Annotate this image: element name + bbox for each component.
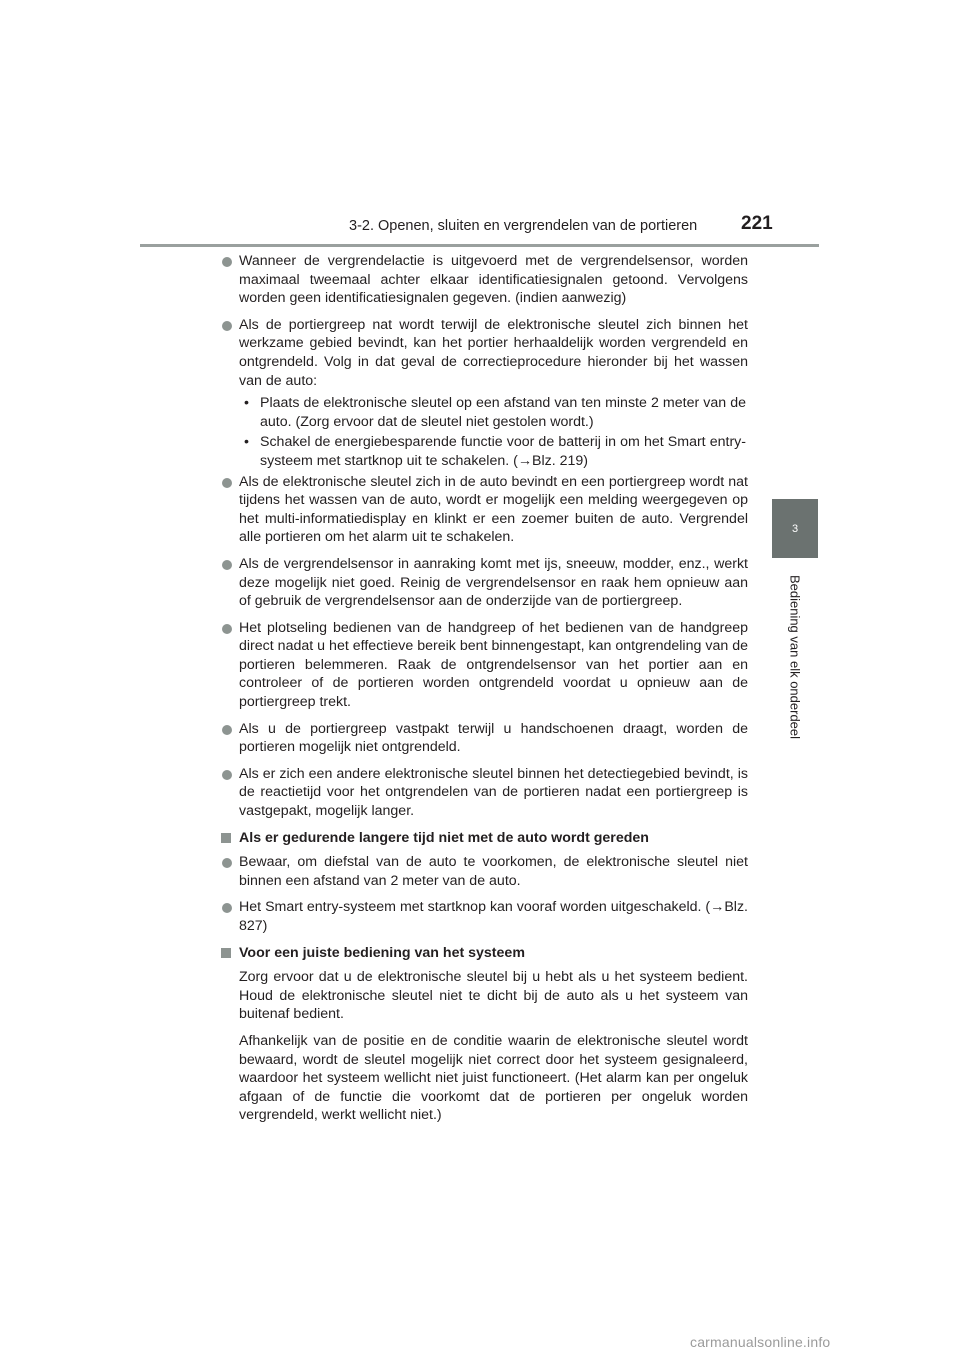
chapter-tab xyxy=(772,499,818,558)
header-section-title: 3-2. Openen, sluiten en vergrendelen van de portieren xyxy=(349,218,698,234)
sub-item xyxy=(239,433,748,470)
bullet-dot-icon xyxy=(222,478,232,488)
bullet-item xyxy=(220,765,748,821)
page-number: 221 xyxy=(741,213,773,234)
chapter-title: Bediening van elk onderdeel xyxy=(787,574,803,740)
bullet-item xyxy=(220,898,748,935)
bullet-text: Als de portiergreep nat wordt terwijl de elektronische sleutel zich binnen het werkzame gebied bevindt, kan het portier herhaaldelijk worden vergrendeld en ontgrendeld. Volg in dat geval de correctieprocedure hieronder bij het wassen van de auto: xyxy=(239,316,748,389)
paragraph: Zorg ervoor dat u de elektronische sleutel bij u hebt als u het systeem bedient. Houd de elektronische sleutel niet te dicht bij de auto als u het systeem van buitenaf bedient. xyxy=(239,969,748,1023)
bullet-text: Bewaar, om diefstal van de auto te voorkomen, de elektronische sleutel niet binnen een afstand van 2 meter van de auto. xyxy=(239,854,748,889)
footer-watermark: carmanualsonline.info xyxy=(690,1334,831,1350)
bullet-text: Als de vergrendelsensor in aanraking komt met ijs, sneeuw, modder, enz., werkt deze mogelijk niet goed. Reinig de vergrendelsensor en raak hem opnieuw aan of gebruik de vergrendelsensor aan de onderzijde van de portiergreep. xyxy=(239,555,748,610)
sub-bullet-icon: • xyxy=(244,434,249,451)
bullet-text: Wanneer de vergrendelactie is uitgevoerd met de vergrendelsensor, worden maximaal tweemaal achter elkaar identificatiesignalen getoond. Vervolgens worden geen identificatiesignalen gegeven. (indien aanwezig) xyxy=(239,253,748,307)
bullet-text: Als de elektronische sleutel zich in de auto bevindt en een portiergreep wordt nat tijdens het wassen van de auto, wordt er mogelijk een melding weergegeven op het multi-informatiedisplay en klinkt er een zoemer buiten de auto. Vergrendel alle portieren om het alarm uit te schakelen. xyxy=(239,473,748,546)
paragraph: Afhankelijk van de positie en de conditie waarin de elektronische sleutel wordt bewaard, wordt de sleutel mogelijk niet correct door het systeem gesignaleerd, waardoor het systeem wellicht niet juist functioneert. (Het alarm kan per ongeluk afgaan of de functie die voorkomt dat de portieren per ongeluk worden vergrendeld, werkt wellicht niet.) xyxy=(239,1032,748,1124)
section-square-icon xyxy=(221,948,231,958)
sub-item-text: Schakel de energiebesparende functie voor de batterij in om het Smart entry-systeem met startknop uit te schakelen. (→Blz. 219) xyxy=(260,434,746,469)
bullet-dot-icon xyxy=(222,624,232,634)
chapter-number: 3 xyxy=(791,522,799,535)
section-heading xyxy=(220,944,748,963)
bullet-item xyxy=(220,316,748,390)
chapter-title-wrap xyxy=(772,562,818,752)
bullet-dot-icon xyxy=(222,903,232,913)
bullet-dot-icon xyxy=(222,770,232,780)
section-heading-text: Voor een juiste bediening van het systeem xyxy=(239,944,525,961)
sub-list xyxy=(239,394,748,470)
bullet-dot-icon xyxy=(222,725,232,735)
header-rule xyxy=(140,244,819,247)
section-heading-text: Als er gedurende langere tijd niet met de auto wordt gereden xyxy=(239,829,649,846)
bullet-dot-icon xyxy=(222,560,232,570)
bullet-item xyxy=(220,555,748,611)
bullet-item xyxy=(220,252,748,308)
bullet-dot-icon xyxy=(222,321,232,331)
sub-bullet-icon: • xyxy=(244,395,249,412)
section-heading xyxy=(220,829,748,848)
bullet-text: Als u de portiergreep vastpakt terwijl u handschoenen draagt, worden de portieren mogelijk niet ontgrendeld. xyxy=(239,720,748,756)
bullet-text: Het plotseling bedienen van de handgreep of het bedienen van de handgreep direct nadat u het effectieve bereik bent binnengestapt, kan ontgrendeling van de portieren belemmeren. Raak de ontgrendelsensor van het portier aan en controleer of de portieren worden ontgrendeld voordat u opnieuw aan de portiergreep trekt. xyxy=(239,619,748,711)
sub-item xyxy=(239,394,748,431)
section-square-icon xyxy=(221,833,231,843)
sub-item-text: Plaats de elektronische sleutel op een afstand van ten minste 2 meter van de auto. (Zorg ervoor dat de sleutel niet gestolen wordt.) xyxy=(260,395,746,430)
bullet-text: Het Smart entry-systeem met startknop kan vooraf worden uitgeschakeld. (→Blz. 827) xyxy=(239,899,748,934)
bullet-text: Als er zich een andere elektronische sleutel binnen het detectiegebied bevindt, is de reactietijd voor het ontgrendelen van de portieren nadat een portiergreep is vastgepakt, mogelijk langer. xyxy=(239,765,748,820)
bullet-item xyxy=(220,720,748,757)
content xyxy=(220,252,748,1133)
bullet-dot-icon xyxy=(222,257,232,267)
bullet-item xyxy=(220,619,748,712)
bullet-item xyxy=(220,853,748,890)
bullet-dot-icon xyxy=(222,858,232,868)
bullet-item xyxy=(220,473,748,547)
